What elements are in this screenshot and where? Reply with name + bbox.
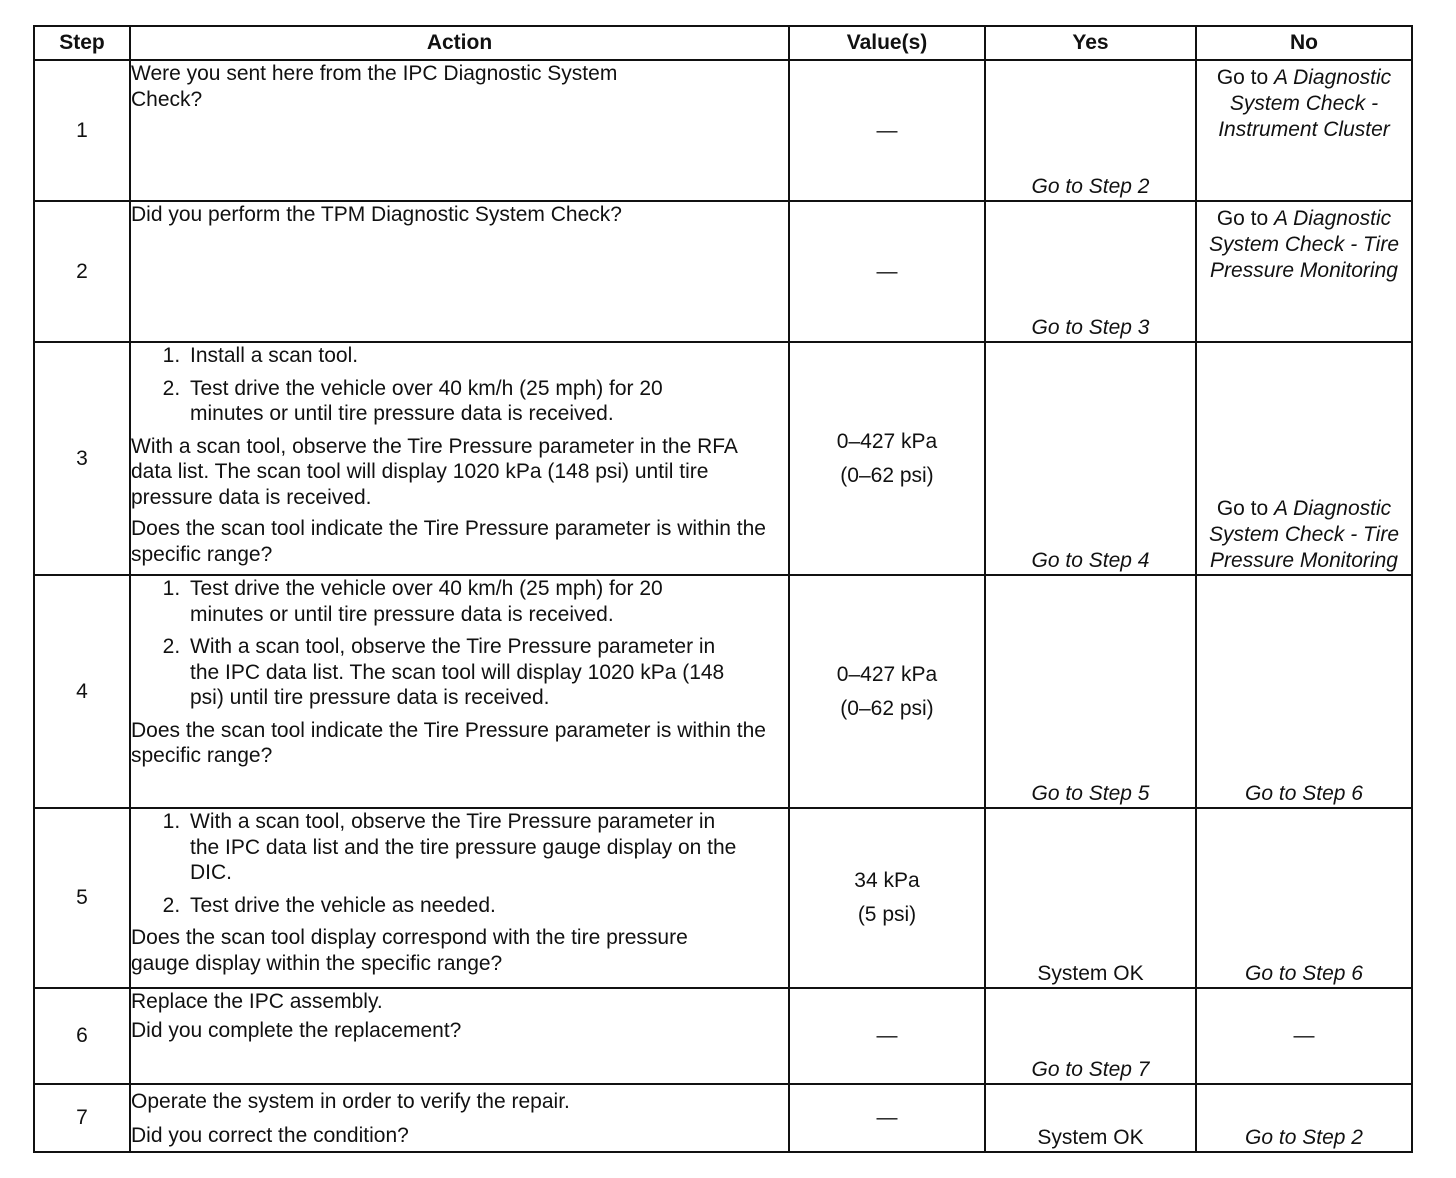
no-reference: A Diagnostic System Check - Tire Pressure Monitoring (1208, 497, 1399, 572)
value-line: (0–62 psi) (840, 463, 934, 487)
no-prefix: Go to (1216, 207, 1275, 230)
table-row (34, 575, 1412, 808)
step-number: 7 (34, 1084, 130, 1152)
table-row (34, 342, 1412, 575)
action-text: Does the scan tool indicate the Tire Pressure parameter is within the specific range? (131, 517, 766, 566)
action-steps (131, 809, 788, 918)
no-prefix: Go to (1216, 66, 1275, 89)
header-values: Value(s) (789, 26, 985, 60)
no-cell (1196, 342, 1412, 575)
value-line: 0–427 kPa (836, 429, 938, 453)
yes-cell: Go to Step 3 (985, 201, 1196, 342)
value-line: — (876, 118, 898, 142)
action-step-item: 2. Test drive the vehicle over 40 km/h (25 mph) for 20 minutes or until tire pressure data is received. (186, 376, 730, 427)
step-number: 4 (34, 575, 130, 808)
value-cell (789, 988, 985, 1084)
yes-cell: Go to Step 7 (985, 988, 1196, 1084)
action-text: Operate the system in order to verify the repair. (131, 1090, 570, 1113)
step-number: 3 (34, 342, 130, 575)
value-cell (789, 201, 985, 342)
value-line: (5 psi) (857, 903, 917, 926)
step-number: 2 (34, 201, 130, 342)
action-text: Does the scan tool display correspond with the tire pressure gauge display within the specific range? (131, 926, 688, 975)
action-text: Were you sent here from the IPC Diagnostic System Check? (131, 62, 618, 111)
action-cell (130, 60, 789, 201)
header-yes: Yes (985, 26, 1196, 60)
table-row (34, 201, 1412, 342)
action-cell (130, 575, 789, 808)
no-cell: — (1196, 988, 1412, 1084)
header-no: No (1196, 26, 1412, 60)
value-cell (789, 60, 985, 201)
action-cell (130, 342, 789, 575)
action-text: With a scan tool, observe the Tire Pressure parameter in the RFA data list. The scan tool will display 1020 kPa (148 psi) until tire pressure data is received. (131, 434, 737, 509)
action-text: Replace the IPC assembly. (131, 990, 383, 1013)
action-text: Does the scan tool indicate the Tire Pressure parameter is within the specific range? (131, 718, 766, 767)
no-cell (1196, 60, 1412, 201)
value-line: (0–62 psi) (840, 696, 934, 720)
value-cell (789, 1084, 985, 1152)
action-step-item: 1. Test drive the vehicle over 40 km/h (25 mph) for 20 minutes or until tire pressure data is received. (186, 576, 730, 627)
action-cell (130, 988, 789, 1084)
header-row (34, 26, 1412, 60)
action-text: Did you perform the TPM Diagnostic System Check? (131, 203, 622, 226)
value-line: — (876, 1106, 898, 1129)
step-number: 1 (34, 60, 130, 201)
no-cell (1196, 201, 1412, 342)
action-text: Did you correct the condition? (131, 1123, 409, 1147)
step-number: 6 (34, 988, 130, 1084)
yes-cell: Go to Step 2 (985, 60, 1196, 201)
no-reference: A Diagnostic System Check - Tire Pressure Monitoring (1208, 207, 1399, 282)
value-line: 0–427 kPa (836, 662, 938, 686)
action-step-item: 1. With a scan tool, observe the Tire Pressure parameter in the IPC data list and the tire pressure gauge display on the DIC. (186, 809, 745, 886)
value-cell (789, 575, 985, 808)
value-line: — (876, 1024, 898, 1047)
action-steps (131, 576, 788, 711)
value-line: 34 kPa (854, 869, 920, 892)
yes-cell: Go to Step 4 (985, 342, 1196, 575)
diagnostic-table (33, 25, 1413, 1153)
no-prefix: Go to (1216, 497, 1275, 520)
value-cell (789, 808, 985, 988)
no-cell: Go to Step 2 (1196, 1084, 1412, 1152)
action-cell (130, 808, 789, 988)
table-row (34, 808, 1412, 988)
step-number: 5 (34, 808, 130, 988)
yes-cell: Go to Step 5 (985, 575, 1196, 808)
action-steps (131, 343, 788, 427)
table-row (34, 60, 1412, 201)
value-line: — (876, 259, 898, 283)
no-reference: A Diagnostic System Check - Instrument Cluster (1218, 66, 1392, 141)
yes-cell: System OK (985, 1084, 1196, 1152)
no-cell: Go to Step 6 (1196, 575, 1412, 808)
value-cell (789, 342, 985, 575)
header-action: Action (130, 26, 789, 60)
action-step-item: 2. Test drive the vehicle as needed. (186, 893, 788, 919)
action-step-item: 2. With a scan tool, observe the Tire Pressure parameter in the IPC data list. The scan tool will display 1020 kPa (148 psi) until tire pressure data is received. (186, 634, 750, 711)
table-row (34, 988, 1412, 1084)
action-text: Did you complete the replacement? (131, 1018, 462, 1042)
action-cell (130, 201, 789, 342)
no-cell: Go to Step 6 (1196, 808, 1412, 988)
action-step-item: 1. Install a scan tool. (186, 343, 788, 369)
table-row (34, 1084, 1412, 1152)
header-step: Step (34, 26, 130, 60)
action-cell (130, 1084, 789, 1152)
yes-cell: System OK (985, 808, 1196, 988)
